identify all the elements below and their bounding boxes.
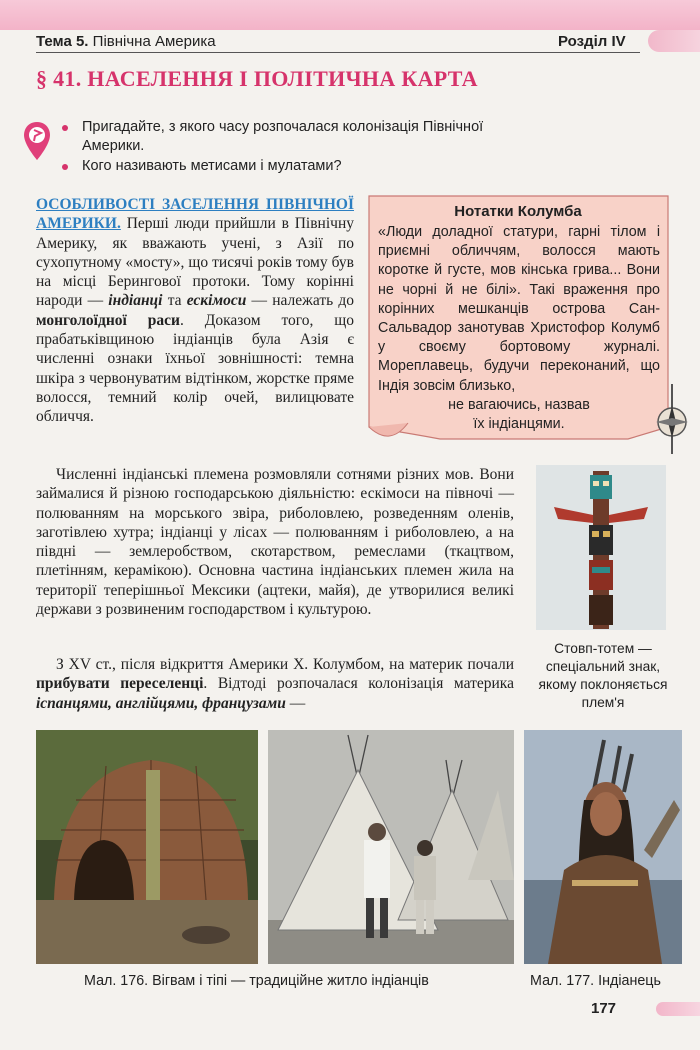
recall-pin-icon	[22, 120, 52, 164]
header-divider	[36, 52, 640, 53]
recall-item: Пригадайте, з якого часу розпочалася колонізація Північної Америки.	[62, 118, 514, 156]
top-decor-band	[0, 0, 700, 30]
totem-caption: Стовп-тотем — спеціальний знак, якому поклоняється плем'я	[538, 641, 668, 710]
section-label: Розділ IV	[558, 33, 626, 50]
wigwam-photo	[36, 730, 258, 964]
page-title: § 41. НАСЕЛЕННЯ І ПОЛІТИЧНА КАРТА	[36, 66, 478, 91]
figure-176-caption: Мал. 176. Вігвам і тіпі — традиційне житло індіанців	[84, 973, 429, 989]
recall-item: Кого називають метисами і мулатами?	[62, 157, 514, 176]
figure-177-caption: Мал. 177. Індіанець	[530, 973, 661, 989]
totem-pole-photo	[536, 465, 666, 630]
page-number-decor	[656, 1002, 700, 1016]
paragraph-settlement: ОСОБЛИВОСТІ ЗАСЕЛЕННЯ ПІВНІЧНОЇ АМЕРИКИ. Перші люди прийшли в Північну Америку, як вважають учені, з Азії по сухопутному «мосту», що тисячі років тому був на місці Берингової протоки. Тому корінні народи — індіанці та ескімоси — належать до монголоїдної раси. Доказом того, що прабатьківщиною індіанців була Азія є численні ознаки їхньої зовнішності: темна шкіра з червонуватим відтінком, жорстке пряме волосся, темний колір очей, вилицювате обличчя.	[36, 196, 354, 426]
paragraph-tribes: Численні індіанські племена розмовляли сотнями різних мов. Вони займалися й різною господарською діяльністю: ескімоси на півночі — полюванням на морського звіра, риболовлею, розведенням оленів, заготівлею хутра; індіанці у лісах — полюванням і риболовлею, а на півдні — землеробством, скотарством, ремеслами (ткацтвом, плетінням, керамікою). Основна частина індіанських племен жила на території теперішньої Мексики (ацтеки, майя), де утворилися великі держави з розвиненим господарством і культурою.	[36, 466, 514, 619]
topic-header: Тема 5. Північна Америка	[36, 33, 216, 50]
note-text: «Люди доладної статури, гарні тілом і приємні обличчям, волосся мають коротке й густе, мов кінська грива... Вони не чорні й не білі». Такі враження про корінних мешканців острова Сан-Сальвадор занотував Христофор Колумб у своєму бортовому журналі. Мореплавець, будучи переконаний, що Індія зовсім близько, не вагаючись, назвав їх індіанцями.	[378, 224, 660, 433]
page-number: 177	[591, 1000, 617, 1017]
columbus-note	[368, 195, 674, 445]
indian-portrait-photo	[524, 730, 682, 964]
paragraph-colonization: З XV ст., після відкриття Америки Х. Колумбом, на материк почали прибувати переселенці. Відтоді розпочалася колонізація материка іспанцями, англійцями, французами —	[36, 656, 514, 712]
section-tab-decor	[648, 30, 700, 52]
bullet-icon	[62, 125, 68, 131]
bullet-icon	[62, 164, 68, 170]
note-title: Нотатки Колумба	[454, 203, 582, 220]
compass-icon	[652, 384, 692, 454]
tipi-photo	[268, 730, 514, 964]
